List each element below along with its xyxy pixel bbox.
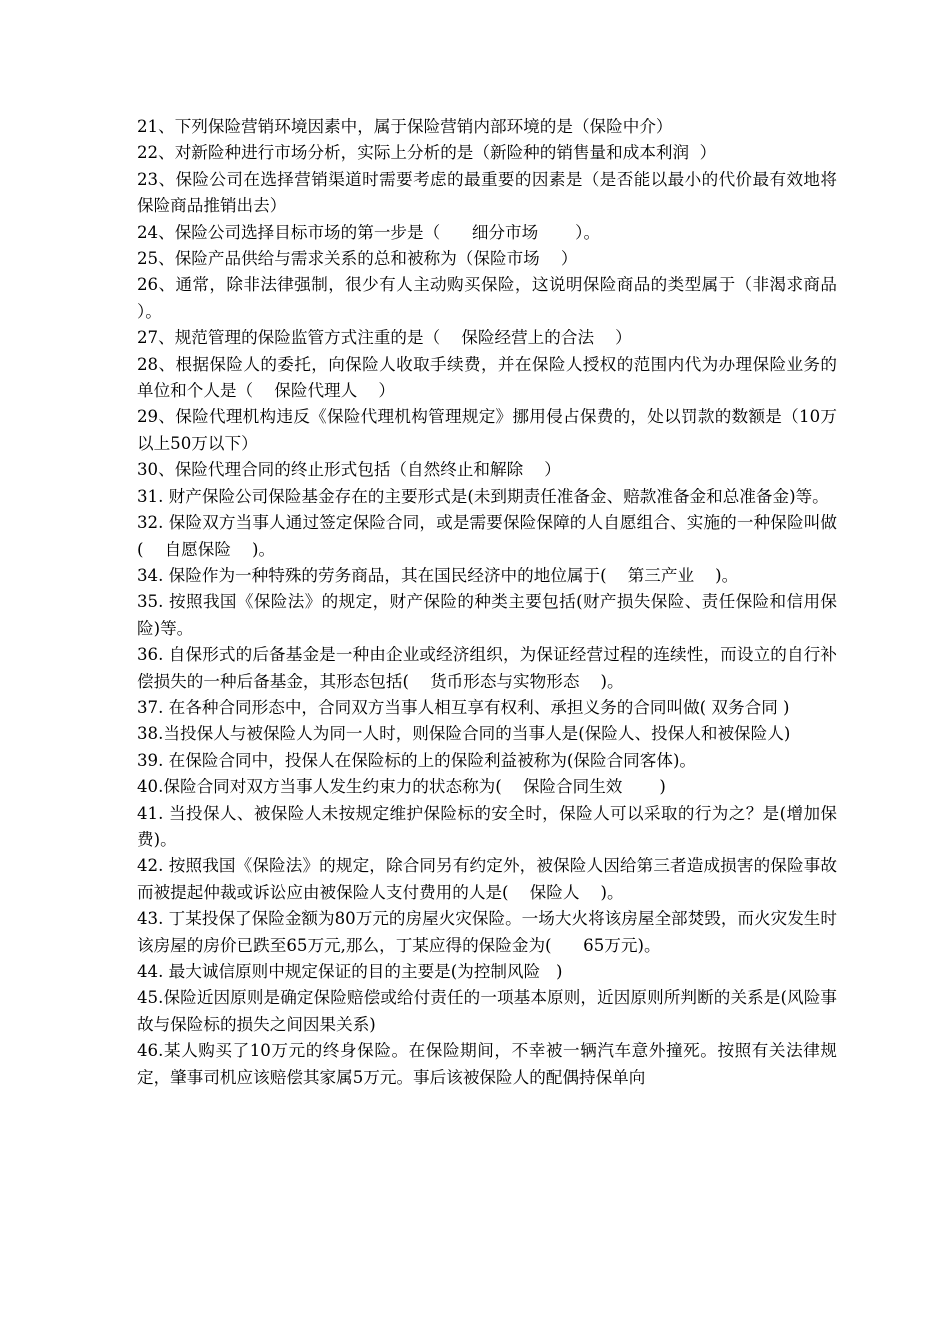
question-40: 40.保险合同对双方当事人发生约束力的状态称为( 保险合同生效 ) bbox=[137, 777, 666, 797]
question-23: 23、保险公司在选择营销渠道时需要考虑的最重要的因素是（是否能以最小的代价最有效地将保险商品推销出去） bbox=[137, 169, 837, 216]
question-24: 24、保险公司选择目标市场的第一步是（ 细分市场 ）。 bbox=[137, 222, 601, 242]
question-37: 37. 在各种合同形态中，合同双方当事人相互享有权利、承担义务的合同叫做( 双务合同 ) bbox=[137, 697, 790, 717]
question-42: 42. 按照我国《保险法》的规定，除合同另有约定外，被保险人因给第三者造成损害的保险事故而被提起仲裁或诉讼应由被保险人支付费用的人是( 保险人 )。 bbox=[137, 856, 837, 902]
question-28: 28、根据保险人的委托，向保险人收取手续费，并在保险人授权的范围内代为办理保险业务的单位和个人是（ 保险代理人 ） bbox=[137, 354, 837, 401]
question-35: 35. 按照我国《保险法》的规定，财产保险的种类主要包括(财产损失保险、责任保险和信用保险)等。 bbox=[137, 592, 837, 638]
question-45: 45.保险近因原则是确定保险赔偿或给付责任的一项基本原则，近因原则所判断的关系是(风险事故与保险标的损失之间因果关系) bbox=[137, 988, 837, 1034]
question-32: 32. 保险双方当事人通过签定保险合同，或是需要保险保障的人自愿组合、实施的一种保险叫做( 自愿保险 )。 bbox=[137, 513, 837, 559]
question-29: 29、保险代理机构违反《保险代理机构管理规定》挪用侵占保费的，处以罚款的数额是（10万以上50万以下） bbox=[137, 407, 837, 453]
question-34: 34. 保险作为一种特殊的劳务商品，其在国民经济中的地位属于( 第三产业 )。 bbox=[137, 565, 739, 585]
question-30: 30、保险代理合同的终止形式包括（自然终止和解除 ） bbox=[137, 460, 561, 480]
question-27: 27、规范管理的保险监管方式注重的是（ 保险经营上的合法 ） bbox=[137, 328, 632, 348]
question-21: 21、下列保险营销环境因素中，属于保险营销内部环境的是（保险中介） bbox=[137, 117, 673, 136]
question-31: 31. 财产保险公司保险基金存在的主要形式是(未到期责任准备金、赔款准备金和总准备金)等。 bbox=[137, 486, 829, 506]
question-41: 41. 当投保人、被保险人未按规定维护保险标的安全时，保险人可以采取的行为之？是(增加保费)。 bbox=[137, 803, 837, 849]
question-44: 44. 最大诚信原则中规定保证的目的主要是(为控制风险 ) bbox=[137, 962, 563, 981]
question-25: 25、保险产品供给与需求关系的总和被称为（保险市场 ） bbox=[137, 249, 578, 269]
question-38: 38.当投保人与被保险人为同一人时，则保险合同的当事人是(保险人、投保人和被保险人) bbox=[137, 724, 791, 744]
question-36: 36. 自保形式的后备基金是一种由企业或经济组织，为保证经营过程的连续性，而设立的自行补偿损失的一种后备基金，其形态包括( 货币形态与实物形态 )。 bbox=[137, 645, 837, 691]
document-page bbox=[137, 114, 864, 1091]
question-39: 39. 在保险合同中，投保人在保险标的上的保险利益被称为(保险合同客体)。 bbox=[137, 750, 697, 770]
question-22: 22、对新险种进行市场分析，实际上分析的是（新险种的销售量和成本利润 ） bbox=[137, 143, 717, 163]
question-26: 26、通常，除非法律强制，很少有人主动购买保险，这说明保险商品的类型属于（非渴求商品 ）。 bbox=[137, 275, 864, 321]
question-43: 43. 丁某投保了保险金额为80万元的房屋火灾保险。一场大火将该房屋全部焚毁，而火灾发生时该房屋的房价已跌至65万元,那么，丁某应得的保险金为( 65万元)。 bbox=[137, 909, 837, 955]
question-46: 46.某人购买了10万元的终身保险。在保险期间，不幸被一辆汽车意外撞死。按照有关法律规定，肇事司机应该赔偿其家属5万元。事后该被保险人的配偶持保单向 bbox=[137, 1041, 837, 1087]
